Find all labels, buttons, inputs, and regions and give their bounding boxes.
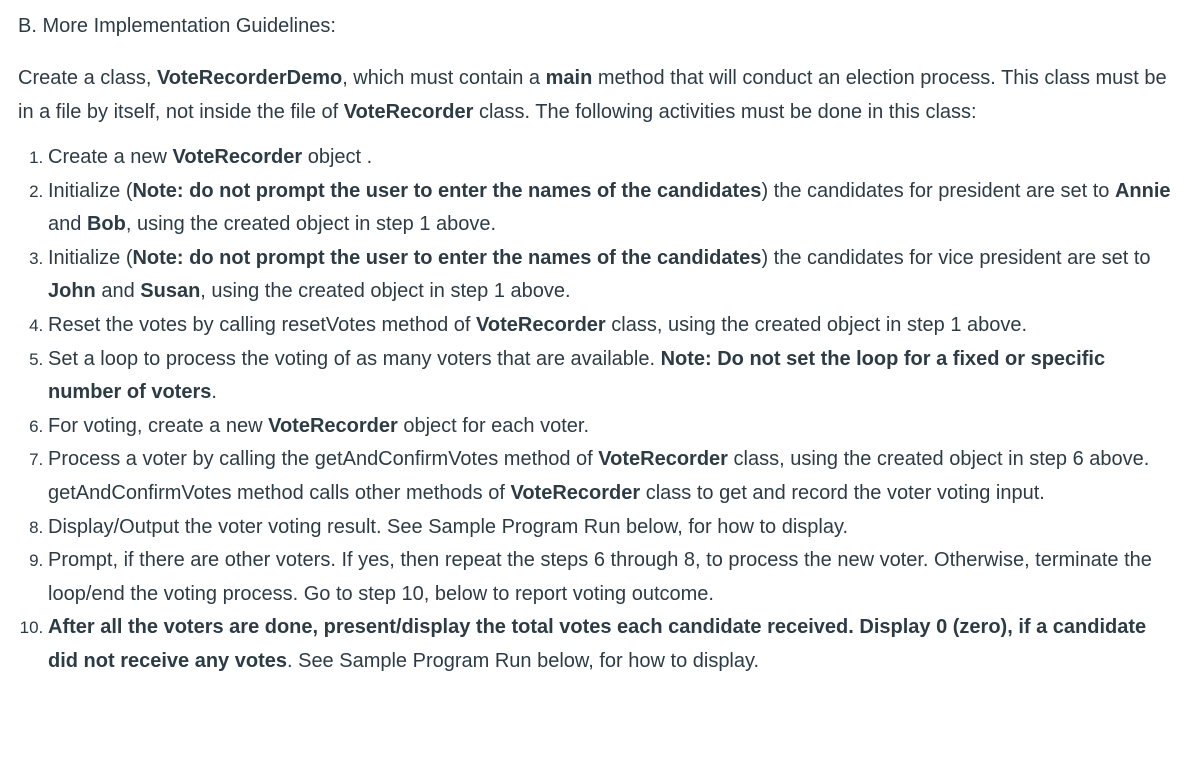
step-bold: VoteRecorder [172,146,303,168]
step-bold: Bob [86,213,126,236]
intro-text: method that will conduct an election process. This class must be in a file by itself, not inside the file of [18,67,1167,123]
step-item-6 [48,410,1178,444]
step-bold: Note: do not prompt the user to enter the names of the candidates [132,179,762,202]
step-bold: Note: Do not set the loop for a fixed or specific number of voters [48,347,1106,404]
step-text: Initialize ( [48,179,133,202]
step-text: . See Sample Program Run below, for how to display. [286,649,760,672]
step-bold: Note: do not prompt the user to enter the names of the candidates [132,246,762,269]
step-text: Create a new [48,146,173,168]
step-text: Process a voter by calling the getAndConfirmVotes method of [48,448,599,471]
method-name-main: main [545,67,593,89]
step-text: class, using the created object in step 1 above. [605,313,1028,336]
intro-paragraph [18,61,1168,129]
step-bold: Annie [1114,179,1171,202]
step-bold: VoteRecorder [598,448,728,471]
section-heading: B. More Implementation Guidelines: [18,15,336,37]
step-text: ) the candidates for vice president are set to [761,246,1151,269]
intro-text: class. The following activities must be done in this class: [473,101,977,123]
step-item-10 [48,611,1178,678]
step-text: class, using the created object in step 6 above. getAndConfirmVotes method calls other methods of [48,448,1150,504]
step-text: and [48,213,87,236]
step-text: Set a loop to process the voting of as many voters that are available. [48,347,661,370]
step-text: class to get and record the voter voting input. [640,481,1045,504]
step-bold: After all the voters are done, present/display the total votes each candidate received. Display 0 (zero), if a candidate did not receive any votes [48,616,1147,672]
step-text: , using the created object in step 1 above. [200,280,571,303]
step-item-8 [48,511,1178,545]
step-text: object . [302,146,373,168]
step-text: , using the created object in step 1 above. [125,213,497,236]
step-item-5 [48,343,1178,410]
step-text: Reset the votes by calling resetVotes method of [48,313,477,336]
step-item-3 [48,242,1178,309]
step-text: Prompt, if there are other voters. If yes, then repeat the steps 6 through 8, to process the new voter. Otherwise, terminate the loop/end the voting process. Go to step 10, below to report voting outcome. [48,549,1152,605]
step-text: Initialize ( [48,246,133,269]
step-bold: Susan [140,280,201,303]
step-bold: VoteRecorder [268,414,398,437]
step-text: Display/Output the voter voting result. See Sample Program Run below, for how to display. [48,515,849,538]
step-item-7 [48,443,1178,510]
steps-list [18,141,1178,679]
step-bold: John [48,280,96,303]
step-text: . [211,381,217,404]
step-item-9 [48,544,1178,611]
step-item-4 [48,309,1178,343]
step-bold: VoteRecorder [510,481,641,504]
step-bold: VoteRecorder [476,313,606,336]
step-text: For voting, create a new [48,414,269,437]
step-text: and [95,280,141,303]
step-text: ) the candidates for president are set to [761,179,1115,202]
step-item-2 [48,175,1178,242]
intro-text: , which must contain a [342,67,546,89]
class-name-demo: VoteRecorderDemo [156,67,343,89]
class-name-recorder: VoteRecorder [343,101,474,123]
intro-text: Create a class, [18,67,157,89]
step-item-1 [48,141,1178,175]
step-text: object for each voter. [397,414,590,437]
